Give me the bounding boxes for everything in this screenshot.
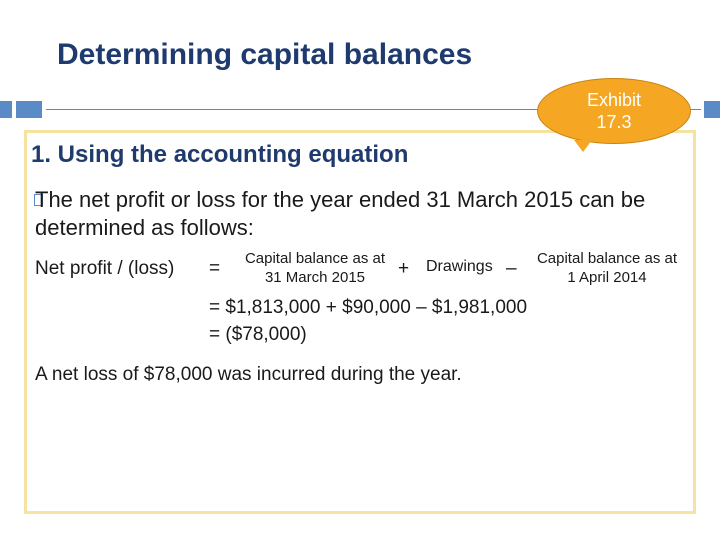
equation-plus: + [398,258,410,279]
header-rule-block-left [0,101,12,118]
equation-term-capital-2015 [230,249,400,287]
exhibit-badge [537,78,691,144]
equation-drawings: Drawings [426,258,493,275]
intro-text: The net profit or loss for the year ended 31 March 2015 can be determined as follows: [35,187,646,240]
term-capital-2015-line2: 31 March 2015 [264,269,366,286]
equation-lhs: Net profit / (loss) [35,258,175,279]
term-capital-2015-line1: Capital balance as at [244,250,386,267]
equation-minus: – [506,258,517,279]
term-capital-2014-line2: 1 April 2014 [567,269,647,286]
term-capital-2014-line1: Capital balance as at [536,250,678,267]
exhibit-badge-label: Exhibit [586,90,642,110]
equation-term-capital-2014 [521,249,693,287]
slide-title: Determining capital balances [57,38,473,71]
calculation-line-1: = $1,813,000 + $90,000 – $1,981,000 [209,297,528,318]
calculation-line-2: = ($78,000) [209,324,307,345]
header-rule-block-left2 [16,101,42,118]
header-rule-block-right [704,101,720,118]
exhibit-badge-number: 17.3 [596,112,632,132]
equation-equals: = [209,258,221,279]
section-heading: 1. Using the accounting equation [31,141,409,168]
conclusion-text: A net loss of $78,000 was incurred during the year. [35,364,462,385]
badge-tail [574,140,592,152]
